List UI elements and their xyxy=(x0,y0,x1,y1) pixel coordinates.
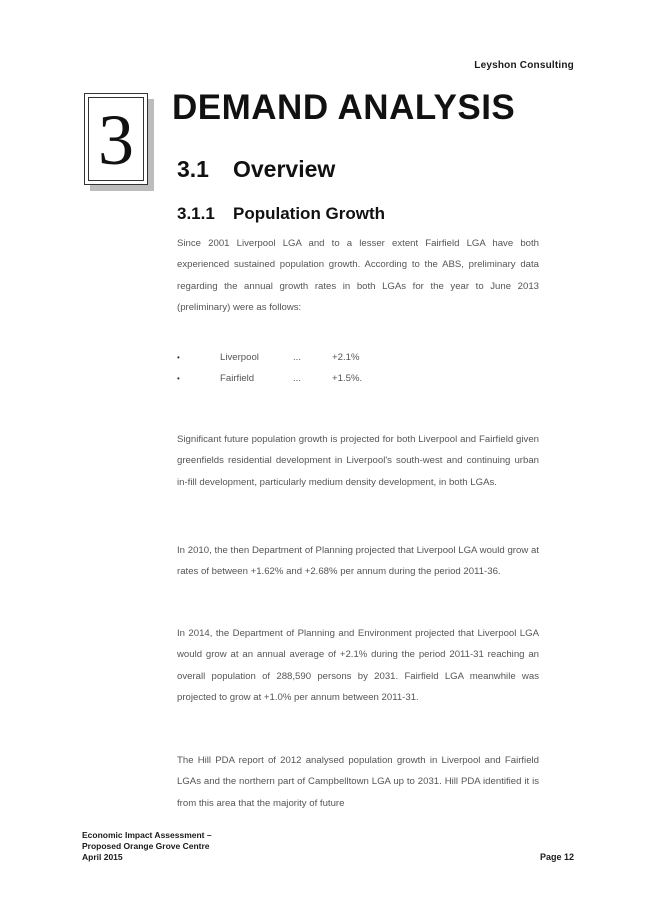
paragraph-4: In 2014, the Department of Planning and Environment projected that Liverpool LGA would grow at an annual average of +2.1% during the period 2011-31 reaching an overall population of 288,590 persons by 2031. Fairfield LGA meanwhile was projected to grow at +1.0% per annum between 2011-31. xyxy=(177,628,539,703)
footer-document-info xyxy=(82,830,212,863)
leader-dots: ... xyxy=(293,352,301,363)
lga-name: Fairfield xyxy=(220,373,255,384)
paragraph-2: Significant future population growth is projected for both Liverpool and Fairfield given greenfields residential development in Liverpool's south-west and continuing urban in-fill development, particularly medium density development, in both LGAs. xyxy=(177,434,539,488)
subsection-heading xyxy=(177,204,385,224)
growth-rate: +1.5%. xyxy=(332,373,363,384)
header-brand: Leyshon Consulting xyxy=(474,60,574,71)
section-title: Overview xyxy=(233,156,336,182)
page-number: Page 12 xyxy=(539,852,574,862)
subsection-number: 3.1.1 xyxy=(177,204,215,223)
paragraph-5: The Hill PDA report of 2012 analysed population growth in Liverpool and Fairfield LGAs and the northern part of Campbelltown LGA up to 2031. Hill PDA identified it is from this area that the majority of future xyxy=(177,755,539,809)
paragraph-3: In 2010, the then Department of Planning projected that Liverpool LGA would grow at rates of between +1.62% and +2.68% per annum during the period 2011-36. xyxy=(177,545,539,578)
section-heading xyxy=(177,156,335,183)
footer-line-1: Economic Impact Assessment – xyxy=(82,830,212,840)
growth-rate: +2.1% xyxy=(332,352,360,363)
footer-line-3: April 2015 xyxy=(82,852,123,862)
lga-name: Liverpool xyxy=(220,352,259,363)
chapter-number-box xyxy=(84,93,148,185)
section-number: 3.1 xyxy=(177,156,209,182)
bullet-icon: • xyxy=(177,374,180,383)
bullet-icon: • xyxy=(177,353,180,362)
chapter-number: 3 xyxy=(98,100,134,180)
leader-dots: ... xyxy=(293,373,301,384)
subsection-title: Population Growth xyxy=(233,204,386,223)
footer-line-2: Proposed Orange Grove Centre xyxy=(82,841,210,851)
paragraph-1: Since 2001 Liverpool LGA and to a lesser extent Fairfield LGA have both experienced sustained population growth. According to the ABS, preliminary data regarding the annual growth rates in both LGAs for the year to June 2013 (preliminary) were as follows: xyxy=(177,238,539,313)
chapter-title: DEMAND ANALYSIS xyxy=(172,88,516,127)
